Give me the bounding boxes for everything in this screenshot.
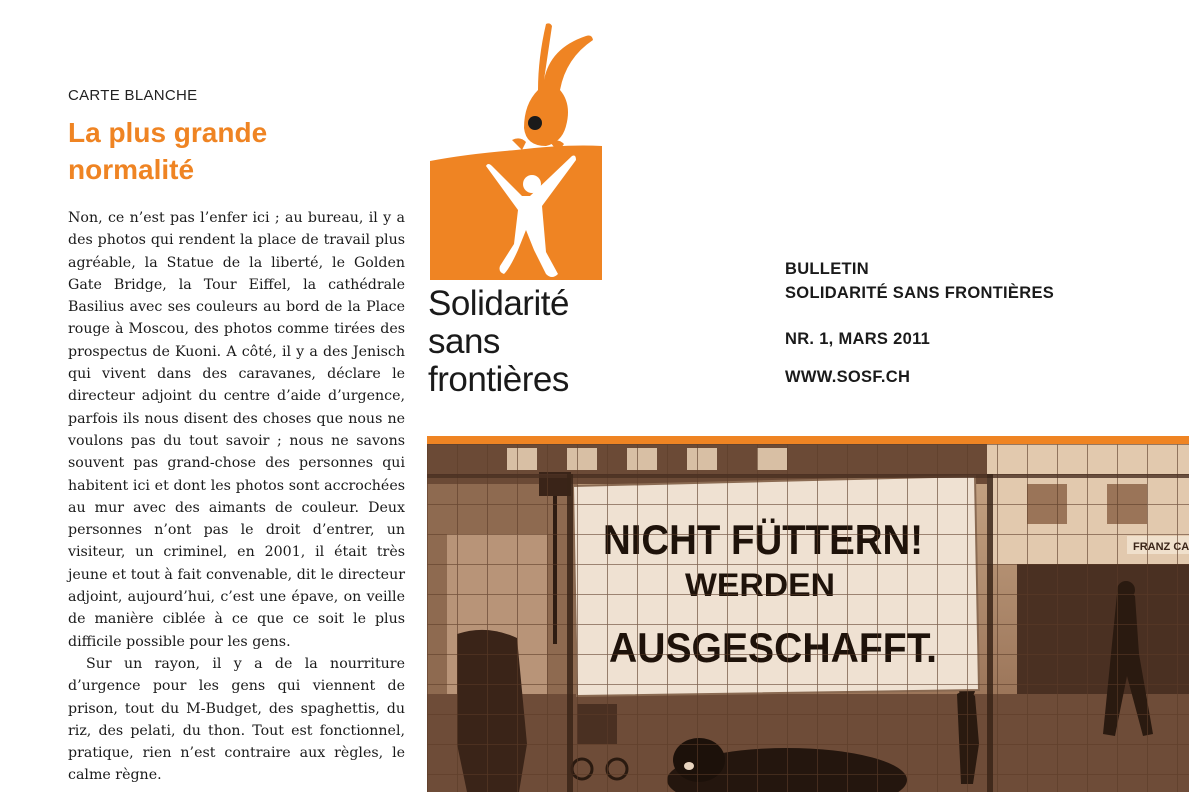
photo-top-bar xyxy=(427,436,1189,444)
issue-number: NR. 1, MARS 2011 xyxy=(785,330,931,348)
article-title: La plus grande normalité xyxy=(68,117,268,185)
sepia-photo xyxy=(427,444,1189,792)
logo-line-2: sans xyxy=(428,322,500,361)
article-paragraph: Non, ce n’est pas l’enfer ici ; au bureau, il y a des photos qui rendent la place de travail plus agréable, la Statue de la liberté, le Golden Gate Bridge, la Tour Eiffel, la cathédrale Basilius avec ses couleurs au bord de la Place rouge à Moscou, des photos comme tirées des prospectus de Kuoni. A côté, il y a des Jenisch qui vivent dans des caravanes, déclare le directeur adjoint du centre d’aide d’urgence, parfois ils nous disent des choses que nous ne voulons pas du tout savoir ; nous ne savons souvent pas grand-chose des personnes qui habitent ici et dont les photos sont accrochées au mur avec des aimants de couleur. Deux personnes n’ont pas le droit d’entrer, un visiteur, un criminel, en 2001, il était très jeune et tout à fait convenable, dit le directeur adjoint, aujourd’hui, c’est une épave, on veille de manière ciblée à ce que ce soit le plus difficile possible pour les gens. xyxy=(68,210,405,650)
bulletin-label: BULLETIN xyxy=(785,260,869,278)
article-body xyxy=(68,207,405,787)
article-paragraph: Sur un rayon, il y a de la nourriture d’urgence pour les gens qui viennent de prison, tout du M-Budget, des spaghettis, du riz, des pelati, du thon. Tout est fonctionnel, pratique, rien n’est contraire aux règles, le calme règne. xyxy=(68,655,405,784)
bulletin-info xyxy=(785,257,1054,389)
section-kicker: CARTE BLANCHE xyxy=(68,87,198,104)
logo-wordmark xyxy=(428,285,569,399)
website-link[interactable]: WWW.SOSF.CH xyxy=(785,368,911,386)
logo-orange-square xyxy=(430,146,602,281)
sosf-logo xyxy=(426,18,606,298)
logo-upper-figure xyxy=(512,23,593,152)
bulletin-name: SOLIDARITÉ SANS FRONTIÈRES xyxy=(785,284,1055,302)
logo-line-1: Solidarité xyxy=(428,284,569,323)
logo-line-3: frontières xyxy=(428,360,569,399)
